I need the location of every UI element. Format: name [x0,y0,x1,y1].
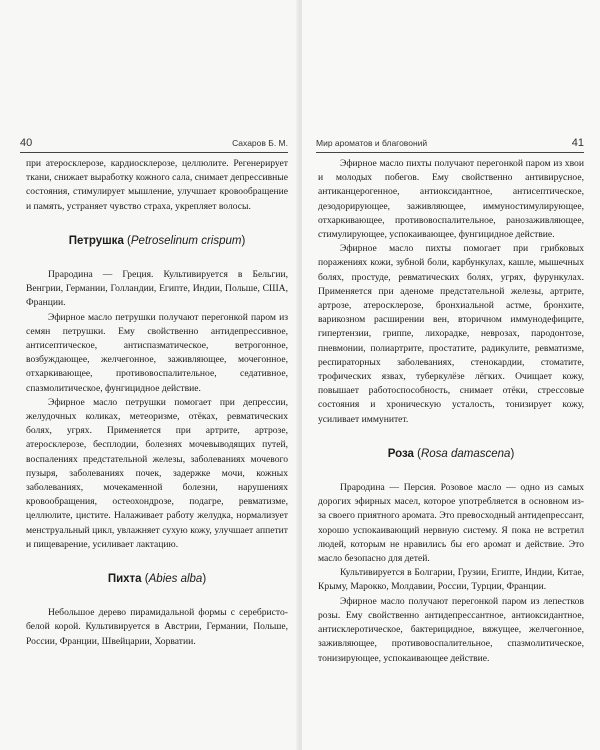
right-body-text [318,157,584,666]
heading-name: Роза [387,447,414,460]
paragraph: Прародина — Персия. Розовое масло — одно из самых дорогих эфирных масел, которое употребляется в основном из-за своего приятного аромата. Это превосходный антидепрессант, хорошо успокаивающий нервную систему. Я пока не встретил людей, которым не нравились бы его аромат и действие. Это масло безопасно для детей. [318,482,584,565]
paragraph: Эфирное масло пихты получают перегонкой паром из хвои и молодых побегов. Ему свойственно антивирусное, антиканцерогенное, антиоксидантное, антисептическое, дезодорирующее, заживляющее, иммуностимулирующее, отхаркивающее, противовоспалительное, ранозаживляющее, стимулирующее, успокаивающее, фунгицидное действие. [318,158,584,241]
section-heading-parsley: Петрушка (Petroselinum crispum) [68,234,246,247]
left-page-number: 40 [20,137,33,149]
paragraph: Культивируется в Болгарии, Грузии, Египте, Индии, Китае, Крыму, Марокко, Молдавии, России, Турции, Франции. [318,567,584,593]
paragraph: Прародина — Греция. Культивируется в Бельгии, Венгрии, Германии, Голландии, Египте, Индии, Польше, США, Франции. [26,269,288,309]
left-running-header [20,136,288,153]
heading-latin-name: Rosa damascena [420,447,511,460]
right-running-header [316,136,584,153]
heading-latin-name: Abies alba [148,573,203,586]
right-page-number: 41 [571,137,584,149]
left-running-title: Сахаров Б. М. [232,138,288,148]
left-body-text [26,157,288,649]
heading-name: Петрушка [68,234,124,247]
paragraph: при атеросклерозе, кардиосклерозе, целлюлите. Регенерирует ткани, снижает выработку кожного сала, снимает депрессивные состояния, стимулирует мышление, улучшает кровообращение и память, устраняет чувство страха, укрепляет волосы. [26,158,288,212]
paragraph: Эфирное масло петрушки получают перегонкой паром из семян петрушки. Ему свойственно антидепрессивное, антисептическое, антиспазматическое, ветрогонное, возбуждающее, желчегонное, заживляющее, мочегонное, отхаркивающее, противовоспалительное, седативное, спазмолитическое, фунгицидное действие. [26,311,288,394]
section-heading-rose: Роза (Rosa damascena) [387,447,515,460]
paragraph: Эфирное масло получают перегонкой паром из лепестков розы. Ему свойственно антидепрессантное, антиоксидантное, антисклеротическое, бактерицидное, вяжущее, желчегонное, заживляющее, противовоспалительное, спазмолитическое, тонизирующее, успокаивающее действие. [318,595,584,664]
right-running-title: Мир ароматов и благовоний [316,138,428,148]
right-page [302,0,600,750]
paragraph: Эфирное масло пихты помогает при грибковых поражениях кожи, зубной боли, карбункулах, кашле, мышечных болях, простуде, ревматических болях, угрях, фурункулах. Применяется при аденоме предстательной железы, артрите, артрозе, атеросклерозе, бронхиальной астме, бронхите, варикозном расширении вен, вторичном иммунодефиците, гипертензии, гриппе, лихорадке, неврозах, пародонтозе, пневмонии, полиартрите, простатите, радикулите, ревматизме, респираторных заболеваниях, стенокардии, стоматите, трофических язвах, туберкулёзе лёгких. Очищает кожу, повышает работоспособность, снимает отёки, стрессовые состояния и хроническую усталость, тонизирует кожу, усиливает иммунитет. [318,243,584,425]
heading-name: Пихта [107,573,142,586]
paragraph: Эфирное масло петрушки помогает при депрессии, желудочных коликах, метеоризме, отёках, ревматических болях, угрях. Применяется при артрите, артрозе, атеросклерозе, бесплодии, болезнях мочевыводящих путей, воспалениях предстательной железы, заболеваниях мочевого пузыря, заболеваниях почек, задержке мочи, кожных заболеваниях, мочекаменной болезни, нарушениях кровообращения, остеохондрозе, подагре, ревматизме, целлюлите, цистите. Налаживает работу желудка, нормализует менструальный цикл, увлажняет сухую кожу, улучшает аппетит и пищеварение, усиливает лактацию. [26,396,288,550]
section-heading-fir: Пихта (Abies alba) [107,573,207,586]
paragraph: Небольшое дерево пирамидальной формы с серебристо-белой корой. Культивируется в Австрии, Германии, Польше, России, Франции, Швейцарии, Хорватии. [26,607,288,647]
heading-latin-name: Petroselinum crispum [130,234,242,247]
